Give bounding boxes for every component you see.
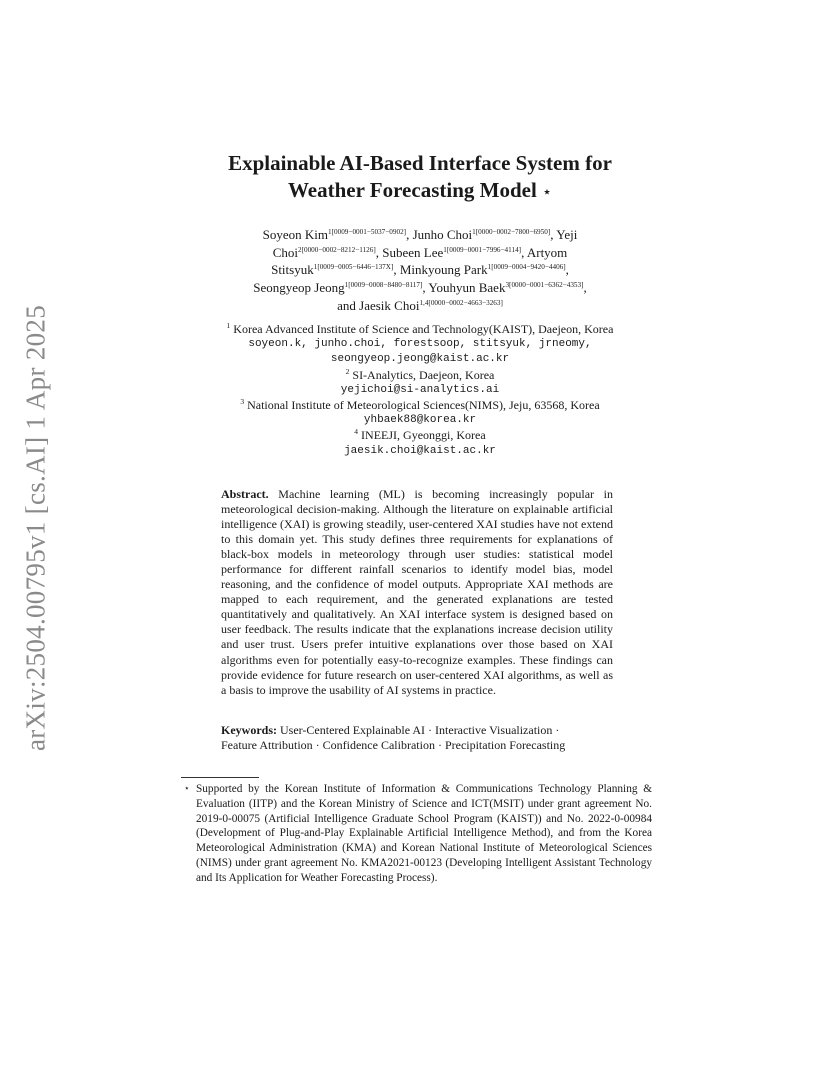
title-footnote-mark: ⋆ — [542, 184, 553, 201]
author-line-1 — [185, 226, 655, 244]
affiliation-3 — [170, 398, 670, 413]
affiliation-email: seongyeop.jeong@kaist.ac.kr — [330, 353, 510, 366]
footnote-mark: ⋆ — [184, 783, 190, 793]
author-name: Soyeon Kim — [262, 227, 329, 242]
affiliation-number: 2 — [345, 366, 350, 376]
affiliation-email: jaesik.choi@kaist.ac.kr — [344, 444, 496, 457]
footnote — [184, 782, 652, 886]
affiliation-number: 4 — [354, 427, 359, 437]
author-line-5 — [185, 297, 655, 315]
affiliation-number: 3 — [240, 397, 245, 407]
author-orcid: 1,4[0000−0002−4663−3263] — [419, 298, 503, 307]
affiliation-1 — [170, 322, 670, 337]
author-orcid: 1[0009−0008−8480−8117] — [344, 281, 423, 290]
author-name: , Junho Choi — [406, 227, 473, 242]
title-line-1: Explainable AI-Based Interface System for — [228, 151, 612, 175]
arxiv-stamp: arXiv:2504.00795v1 [cs.AI] 1 Apr 2025 — [20, 304, 51, 752]
author-name: , Yeji — [550, 227, 578, 242]
title-line-2-text: Weather Forecasting Model — [287, 178, 537, 202]
keywords-label: Keywords: — [221, 723, 277, 737]
author-orcid: 1[0000−0002−7800−6950] — [472, 228, 551, 236]
footnote-rule — [181, 777, 259, 778]
author-line-2 — [185, 244, 655, 262]
affiliation-2 — [170, 368, 670, 383]
affiliations — [170, 322, 670, 459]
abstract — [221, 487, 613, 698]
author-separator: , — [583, 280, 587, 296]
author-name: , Artyom — [521, 244, 568, 260]
author-orcid: 1[0009−0004−9420−4406] — [487, 263, 566, 272]
affiliation-institution: INEEJI, Gyeonggi, Korea — [361, 428, 486, 443]
abstract-text: Machine learning (ML) is becoming increasingly popular in meteorological decision-making. Although the literature on explainable artificial intelligence (XAI) is growing steadily, user-centered XAI studies have not extend to this domain yet. This study defines three requirements for explanations of black-box models in meteorology through user studies: statistical model performance for different rainfall scenarios to identify model bias, model reasoning, and the confidence of model outputs. Appropriate XAI methods are mapped to each requirement, and the generated explanations are tested quantitatively and qualitatively. An XAI interface system is designed based on user feedback. The results indicate that the explanations increase decision utility and user trust. Users prefer intuitive explanations over those based on XAI algorithms even for potentially easy-to-recognize examples. These findings can provide evidence for future research on user-centered XAI algorithms, as well as a basis to improve the usability of AI systems in practice. — [221, 487, 613, 697]
keywords — [221, 723, 621, 753]
affiliation-4 — [170, 428, 670, 443]
author-orcid: 3[0000−0001−6362−4353] — [505, 281, 584, 290]
abstract-label: Abstract. — [221, 487, 269, 501]
paper-title — [170, 150, 670, 206]
author-name: and Jaesik Choi — [337, 297, 420, 313]
title-line-2 — [170, 177, 670, 206]
keywords-line-2: Feature Attribution · Confidence Calibration · Precipitation Forecasting — [221, 738, 566, 753]
author-line-4 — [185, 279, 655, 297]
author-name: , Youhyun Baek — [422, 280, 506, 296]
author-list — [185, 226, 655, 315]
author-name: Seongyeop Jeong — [253, 280, 345, 296]
affiliation-email: yhbaek88@korea.kr — [363, 414, 477, 427]
footnote-text: Supported by the Korean Institute of Information & Communications Technology Planning & Evaluation (IITP) and the Korean Ministry of Science and ICT(MSIT) under grant agreement No. 2019-0-00075 (Artificial Intelligence Graduate School Program (KAIST)) and No. 2022-0-00984 (Development of Plug-and-Play Explainable Artificial Intelligence Method), and from the Korea Meteorological Administration (KMA) and Korean National Institute of Meteorological Sciences (NIMS) under grant agreement No. KMA2021-00123 (Developing Intelligent Assistant Technology and Its Application for Weather Forecasting Process). — [196, 783, 652, 884]
author-name: Choi — [272, 244, 298, 260]
author-orcid: 2[0000−0002−8212−1126] — [297, 245, 376, 254]
author-orcid: 1[0009−0001−7996−4114] — [443, 245, 522, 254]
author-name: , Minkyoung Park — [393, 262, 488, 278]
affiliation-institution: Korea Advanced Institute of Science and Technology(KAIST), Daejeon, Korea — [233, 322, 614, 336]
affiliation-institution: SI-Analytics, Daejeon, Korea — [352, 367, 495, 382]
keywords-text-1: User-Centered Explainable AI · Interactive Visualization · — [280, 723, 560, 737]
author-orcid: 1[0009−0005−6446−137X] — [313, 263, 394, 272]
affiliation-institution: National Institute of Meteorological Sciences(NIMS), Jeju, 63568, Korea — [247, 398, 600, 413]
author-orcid: 1[0009−0001−5037−0902] — [328, 228, 407, 236]
affiliation-email: yejichoi@si-analytics.ai — [340, 383, 500, 396]
author-separator: , — [565, 262, 569, 278]
author-name: , Subeen Lee — [375, 244, 444, 260]
author-line-3 — [185, 261, 655, 279]
affiliation-email: soyeon.k, junho.choi, forestsoop, stitsyuk, jrneomy, — [248, 338, 592, 351]
affiliation-number: 1 — [226, 321, 231, 330]
keywords-line-1 — [221, 723, 621, 738]
author-name: Stitsyuk — [271, 262, 314, 278]
